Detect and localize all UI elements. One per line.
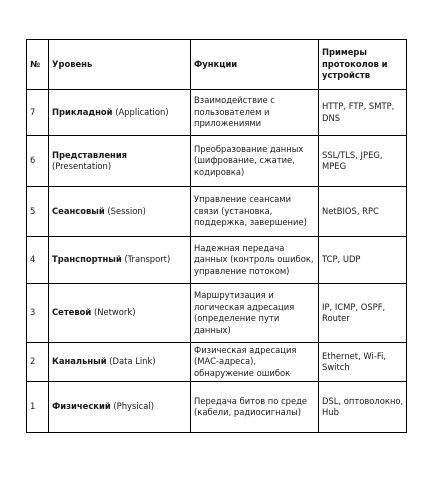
examples-cell: HTTP, FTP, SMTP, DNS [319, 90, 407, 136]
functions-cell: Маршрутизация и логическая адресация (определение пути данных) [191, 284, 319, 343]
examples-cell: TCP, UDP [319, 237, 407, 284]
table-row [27, 343, 407, 382]
table-row [27, 187, 407, 237]
level-english: (Physical) [113, 401, 155, 412]
header-level: Уровень [49, 40, 191, 90]
level-number: 4 [27, 237, 49, 284]
level-name: Сеансовый [52, 205, 105, 216]
table-row [27, 90, 407, 136]
osi-model-table [26, 39, 407, 433]
header-functions: Функции [191, 40, 319, 90]
level-english: (Session) [107, 205, 146, 216]
functions-cell: Передача битов по среде (кабели, радиосигналы) [191, 382, 319, 433]
table-row [27, 136, 407, 187]
level-number: 2 [27, 343, 49, 382]
level-english: (Data Link) [109, 356, 156, 367]
level-cell [49, 136, 191, 187]
table-header-row [27, 40, 407, 90]
level-name: Сетевой [52, 307, 92, 318]
level-english: (Network) [93, 307, 136, 318]
level-cell [49, 382, 191, 433]
examples-cell: SSL/TLS, JPEG, MPEG [319, 136, 407, 187]
functions-cell: Преобразование данных (шифрование, сжатие, кодировка) [191, 136, 319, 187]
level-name: Прикладной [52, 106, 113, 117]
functions-cell: Надежная передача данных (контроль ошибок, управление потоком) [191, 237, 319, 284]
level-name: Физический [52, 401, 111, 412]
level-number: 1 [27, 382, 49, 433]
level-english: (Presentation) [52, 161, 112, 171]
level-number: 5 [27, 187, 49, 237]
table-row [27, 284, 407, 343]
table-row [27, 237, 407, 284]
level-number: 7 [27, 90, 49, 136]
level-name: Транспортный [52, 254, 122, 265]
table-row [27, 382, 407, 433]
level-cell [49, 343, 191, 382]
functions-cell: Физическая адресация (MAC-адреса), обнаружение ошибок [191, 343, 319, 382]
level-number: 6 [27, 136, 49, 187]
functions-cell: Взаимодействие с пользователем и приложениями [191, 90, 319, 136]
examples-cell: IP, ICMP, OSPF, Router [319, 284, 407, 343]
examples-cell: NetBIOS, RPC [319, 187, 407, 237]
level-english: (Transport) [124, 254, 171, 265]
level-cell [49, 284, 191, 343]
examples-cell: DSL, оптоволокно, Hub [319, 382, 407, 433]
level-english: (Application) [115, 106, 169, 117]
level-name: Представления [52, 149, 128, 160]
level-cell [49, 187, 191, 237]
level-number: 3 [27, 284, 49, 343]
header-examples: Примеры протоколов и устройств [319, 40, 407, 90]
level-cell [49, 237, 191, 284]
functions-cell: Управление сеансами связи (установка, поддержка, завершение) [191, 187, 319, 237]
examples-cell: Ethernet, Wi-Fi, Switch [319, 343, 407, 382]
header-number: № [27, 40, 49, 90]
level-name: Канальный [52, 356, 107, 367]
level-cell [49, 90, 191, 136]
